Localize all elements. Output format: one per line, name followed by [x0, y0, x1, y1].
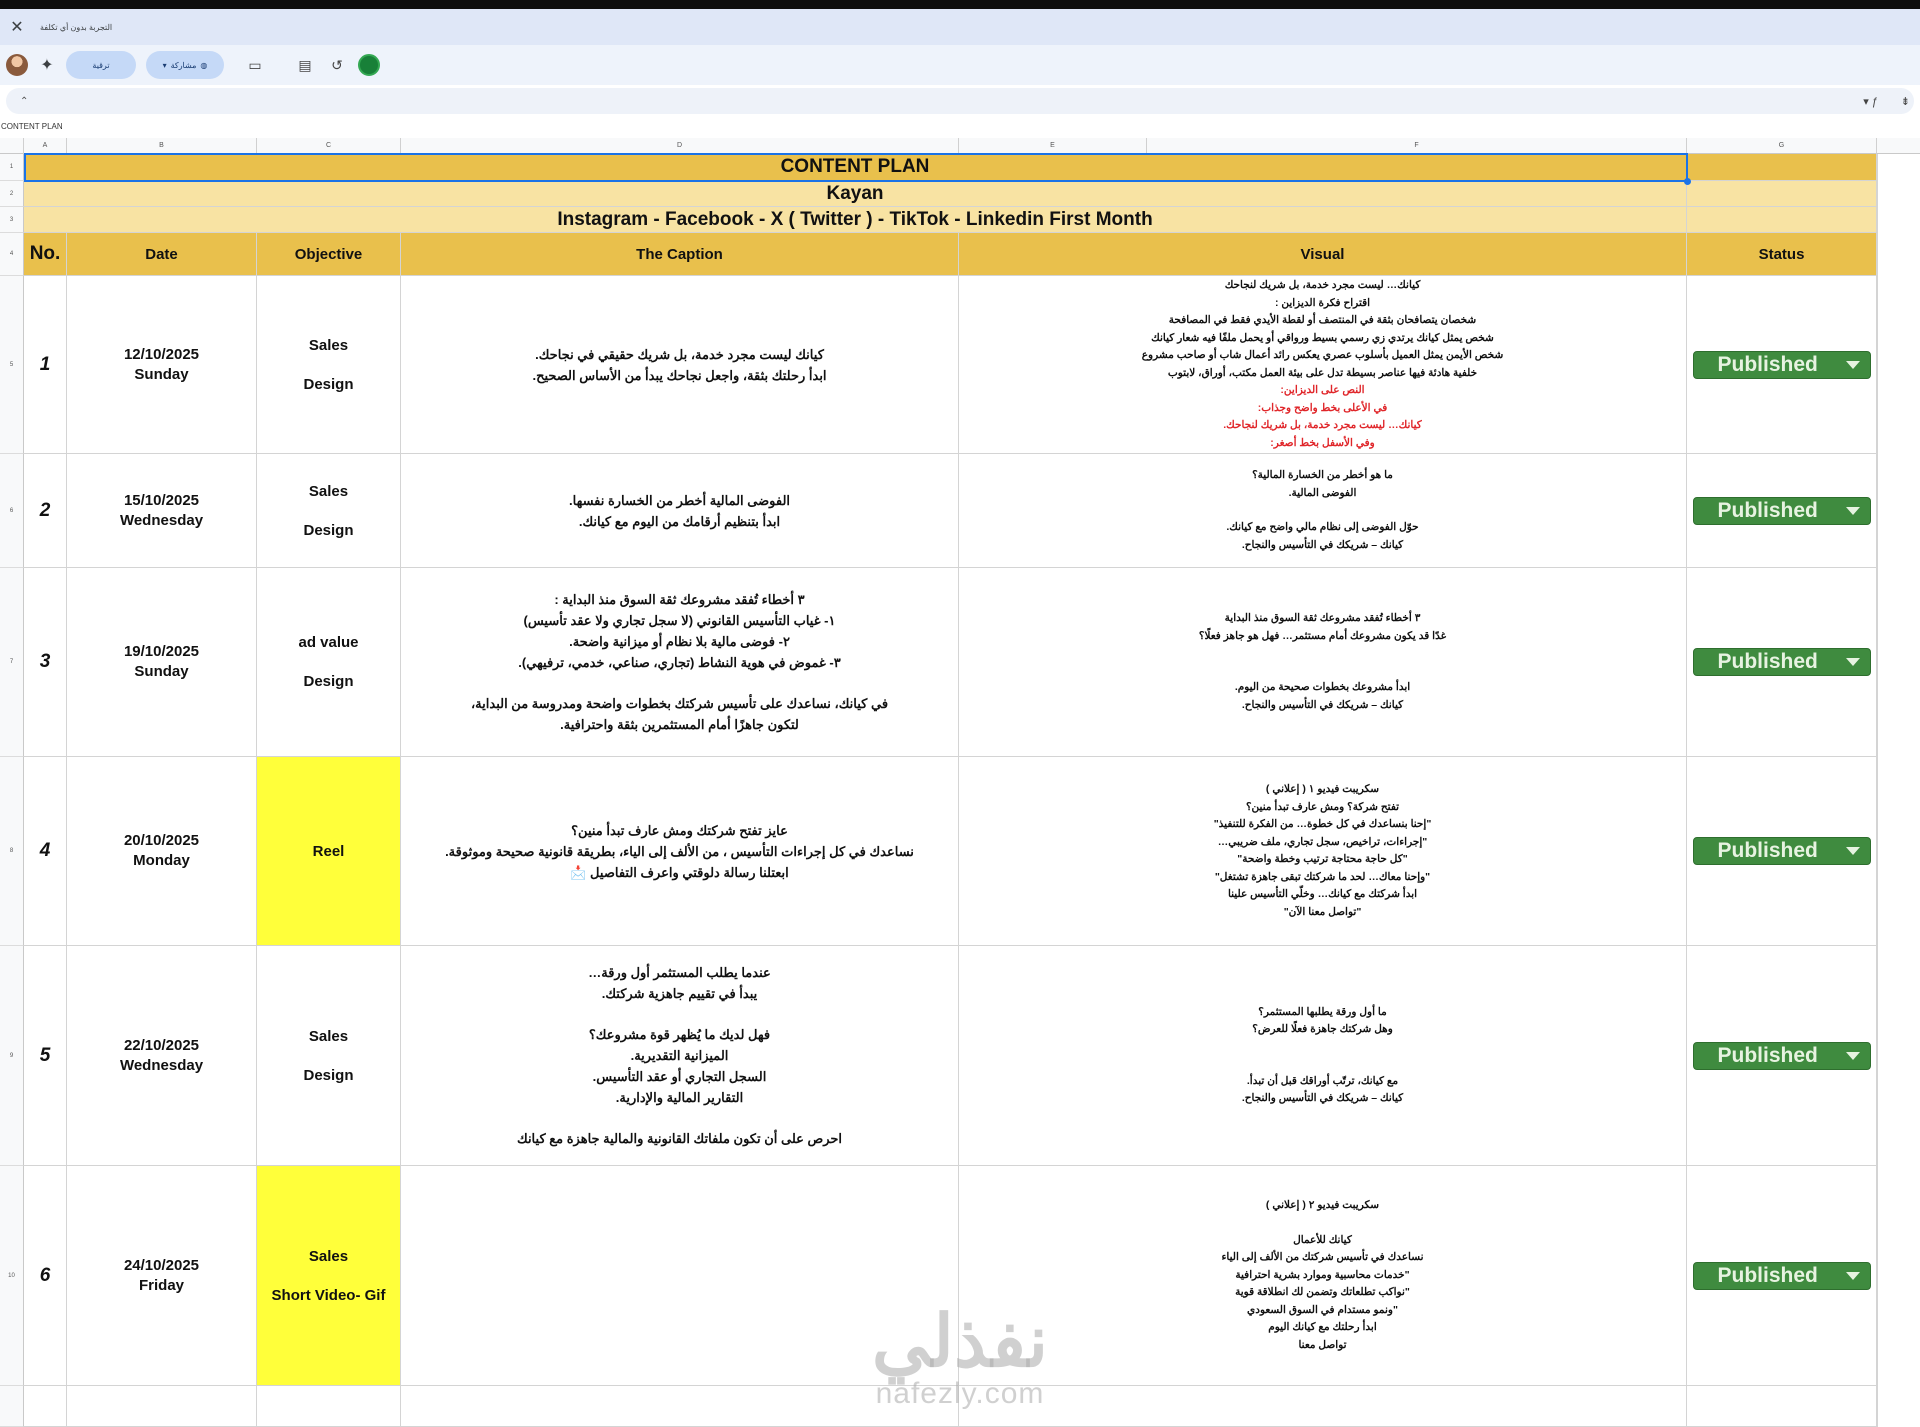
text-line: سكريبت فيديو ٢ ( إعلاني ) — [1265, 1199, 1380, 1211]
globe-icon: ◍ — [200, 60, 208, 70]
text-line: شخصان يتصافحان بثقة في المنتصف أو لقطة الأيدي فقط في المصافحة — [1168, 314, 1477, 326]
cell-no[interactable]: 3 — [24, 568, 67, 757]
chevron-down-icon[interactable] — [1846, 1052, 1860, 1060]
empty-cell[interactable] — [257, 1386, 401, 1427]
text-line: "نواكب تطلعاتك وتضمن لك انطلاقة قوية — [1235, 1286, 1410, 1298]
column-header[interactable]: E — [959, 138, 1147, 154]
fx-label: ƒ — [1871, 95, 1878, 108]
empty-cell[interactable] — [67, 1386, 257, 1427]
text-line: كيانك ليست مجرد خدمة، بل شريك حقيقي في نجاحك. — [535, 346, 824, 362]
row-header[interactable]: 8 — [0, 757, 24, 946]
text-line: السجل التجاري أو عقد التأسيس. — [592, 1069, 767, 1084]
text-line: يبدأ في تقييم جاهزية شركتك. — [601, 986, 758, 1001]
text-line: ابعتلنا رسالة دلوقتي واعرف التفاصيل 📩 — [570, 864, 789, 880]
client-extension-cell[interactable] — [1687, 181, 1877, 207]
date-value: 24/10/2025 — [123, 1256, 200, 1274]
text-line: تواصل معنا — [1298, 1338, 1347, 1351]
upgrade-label: ترقية — [92, 60, 110, 70]
row-header[interactable]: 10 — [0, 1166, 24, 1386]
header-objective[interactable]: Objective — [257, 233, 401, 276]
cell-visual[interactable] — [959, 568, 1687, 757]
toolbar — [0, 45, 1920, 85]
header-caption[interactable]: The Caption — [401, 233, 959, 276]
text-line: "وإحنا معاك… لحد ما شركتك تبقى جاهزة تشتغل" — [1214, 870, 1431, 883]
cell-visual[interactable] — [959, 757, 1687, 946]
row-header[interactable]: 9 — [0, 946, 24, 1166]
cell-date[interactable] — [67, 568, 257, 757]
date-value: 15/10/2025 — [123, 491, 200, 509]
text-line: مع كيانك، ترتّب أوراقك قبل أن تبدأ. — [1246, 1074, 1399, 1087]
visual-red-line: النص على الديزاين: — [1280, 384, 1365, 396]
cell-objective[interactable] — [257, 454, 401, 568]
cell-status[interactable] — [1687, 276, 1877, 454]
cell-caption[interactable] — [401, 276, 959, 454]
side-panel-icon[interactable]: ⇟ — [1900, 95, 1910, 108]
cell-visual[interactable] — [959, 454, 1687, 568]
cell-no[interactable]: 5 — [24, 946, 67, 1166]
date-value: 12/10/2025 — [123, 345, 200, 363]
platforms-extension-cell[interactable] — [1687, 207, 1877, 233]
visual-red-line: في الأعلى بخط واضح وجذاب: — [1257, 401, 1388, 414]
text-line: اقتراح فكرة الديزاين : — [1274, 296, 1371, 309]
cell-status[interactable] — [1687, 568, 1877, 757]
status-label: Published — [1717, 1263, 1818, 1287]
cell-visual[interactable] — [959, 1166, 1687, 1386]
text-line: كيانك – شريكك في التأسيس والنجاح. — [1241, 1092, 1404, 1104]
header-date[interactable]: Date — [67, 233, 257, 276]
name-box[interactable]: CONTENT PLAN — [1, 122, 63, 131]
text-line: في كيانك، نساعدك على تأسيس شركتك بخطوات واضحة ومدروسة من البداية، — [470, 696, 889, 711]
day-value: Wednesday — [119, 511, 204, 529]
text-line: الميزانية التقديرية. — [630, 1048, 729, 1063]
title-extension-cell[interactable] — [1687, 154, 1877, 181]
banner-text[interactable]: التجربة بدون أي تكلفة — [40, 22, 113, 32]
row-header[interactable]: 6 — [0, 454, 24, 568]
row-header[interactable]: 3 — [0, 207, 24, 233]
client-name[interactable]: Kayan — [24, 181, 1687, 207]
column-header-row — [0, 138, 1920, 154]
watermark-arabic: نفذلي — [871, 1302, 1049, 1382]
status-dropdown[interactable] — [1693, 837, 1871, 865]
text-line: ٣ أخطاء تُفقد مشروعك ثقة السوق منذ البداية — [1224, 612, 1421, 624]
text-line: "إحنا بنساعدك في كل خطوة… من الفكرة للتنفيذ" — [1213, 818, 1432, 830]
share-button[interactable] — [146, 51, 224, 79]
text-line: ابدأ مشروعك بخطوات صحيحة من اليوم. — [1234, 681, 1411, 693]
text-line: ابدأ رحلتك مع كيانك اليوم — [1268, 1321, 1377, 1333]
text-line: كيانك للأعمال — [1293, 1233, 1352, 1246]
status-dropdown[interactable] — [1693, 648, 1871, 676]
objective-tag: Reel — [312, 842, 345, 860]
text-line: وهل شركتك جاهزة فعلًا للعرض؟ — [1252, 1023, 1393, 1035]
chevron-down-icon[interactable] — [1846, 658, 1860, 666]
cell-visual[interactable] — [959, 946, 1687, 1166]
cell-date[interactable] — [67, 454, 257, 568]
meet-icon[interactable] — [358, 54, 380, 76]
date-value: 22/10/2025 — [123, 1036, 200, 1054]
text-line: عندما يطلب المستثمر أول ورقة… — [588, 965, 771, 980]
header-visual[interactable]: Visual — [959, 233, 1687, 276]
status-label: Published — [1717, 650, 1818, 673]
text-line: سكريبت فيديو ١ ( إعلاني ) — [1265, 783, 1380, 795]
text-line: ٣ أخطاء تُفقد مشروعك ثقة السوق منذ البداية : — [554, 592, 805, 607]
chevron-down-icon[interactable] — [1846, 847, 1860, 855]
date-value: 20/10/2025 — [123, 832, 200, 849]
cell-status[interactable] — [1687, 1166, 1877, 1386]
column-header[interactable]: C — [257, 138, 401, 154]
text-line: الفوضى المالية. — [1288, 486, 1357, 499]
comment-icon[interactable]: ▤ — [298, 56, 312, 73]
text-line: "كل حاجة محتاجة ترتيب وخطة واضحة" — [1237, 853, 1408, 865]
text-line: ابدأ بتنظيم أرقامك من اليوم مع كيانك. — [578, 513, 781, 529]
text-line: "ونمو مستدام في السوق السعودي — [1247, 1303, 1398, 1316]
text-line: الفوضى المالية أخطر من الخسارة نفسها. — [569, 492, 791, 508]
objective-tag: Sales — [308, 336, 349, 354]
cell-status[interactable] — [1687, 946, 1877, 1166]
avatar[interactable] — [6, 54, 28, 76]
empty-cell[interactable] — [959, 1386, 1687, 1427]
empty-cell[interactable] — [401, 1386, 959, 1427]
text-line: ١- غياب التأسيس القانوني (لا سجل تجاري ولا عقد تأسيس) — [523, 613, 836, 628]
objective-tag: ad value — [298, 634, 359, 651]
cell-status[interactable] — [1687, 757, 1877, 946]
watermark-latin: nafezly.com — [875, 1377, 1045, 1410]
status-dropdown[interactable] — [1693, 1042, 1871, 1070]
row-header[interactable]: 5 — [0, 276, 24, 454]
cell-date[interactable] — [67, 757, 257, 946]
sheet-title[interactable]: CONTENT PLAN — [24, 154, 1687, 181]
cell-objective[interactable] — [257, 946, 401, 1166]
day-value: Monday — [133, 852, 190, 869]
window-top-edge — [0, 0, 1920, 9]
column-header[interactable]: F — [1147, 138, 1687, 154]
camera-icon[interactable]: ▭ — [248, 56, 262, 73]
objective-tag: Design — [303, 375, 354, 393]
cell-no[interactable]: 4 — [24, 757, 67, 946]
chevron-down-icon[interactable] — [1846, 361, 1860, 369]
cell-date[interactable] — [67, 946, 257, 1166]
fill-handle[interactable] — [1684, 178, 1691, 185]
text-line: شخص يمثل كيانك يرتدي زي رسمي بسيط ورواقي أو يحمل ملفًا فيه شعار كيانك — [1151, 331, 1494, 344]
objective-tag: Design — [303, 673, 354, 690]
status-label: Published — [1717, 1043, 1818, 1067]
cell-date[interactable] — [67, 1166, 257, 1386]
text-line: ٢- فوضى مالية بلا نظام أو ميزانية واضحة. — [569, 634, 790, 649]
row-header[interactable] — [0, 1386, 24, 1427]
text-line: شخص الأيمن يمثل العميل بأسلوب عصري يعكس رائد أعمال شاب أو صاحب مشروع — [1141, 349, 1504, 361]
visual-red-line: كيانك… ليست مجرد خدمة، بل شريك لنجاحك. — [1223, 419, 1422, 431]
column-header[interactable]: G — [1687, 138, 1877, 154]
trial-banner — [0, 9, 1920, 45]
objective-tag: Sales — [308, 482, 349, 500]
text-line: "تواصل معنا الآن" — [1283, 905, 1362, 918]
cell-objective[interactable] — [257, 1166, 401, 1386]
day-value: Friday — [138, 1276, 184, 1294]
chevron-down-icon[interactable] — [1846, 1272, 1860, 1280]
history-icon[interactable]: ↺ — [331, 56, 343, 73]
text-line: تفتح شركة؟ ومش عارف تبدأ منين؟ — [1245, 800, 1400, 813]
cell-no[interactable]: 1 — [24, 276, 67, 454]
status-dropdown[interactable] — [1693, 351, 1871, 379]
cell-objective[interactable] — [257, 757, 401, 946]
cell-date[interactable] — [67, 276, 257, 454]
cell-objective[interactable] — [257, 568, 401, 757]
text-line: كيانك – شريكك في التأسيس والنجاح. — [1241, 698, 1404, 711]
column-header[interactable]: A — [24, 138, 67, 154]
text-line: خلفية هادئة فيها عناصر بسيطة تدل على بيئة العمل مكتب، أوراق، لابتوب — [1167, 366, 1478, 379]
cell-objective[interactable] — [257, 276, 401, 454]
text-line: احرص على أن تكون ملفاتك القانونية والمالية جاهزة مع كيانك — [516, 1131, 843, 1146]
select-all-corner[interactable] — [0, 138, 24, 154]
status-dropdown[interactable] — [1693, 1262, 1871, 1290]
objective-tag: Design — [303, 1066, 354, 1084]
day-value: Wednesday — [119, 1056, 204, 1074]
text-line: ما هو أخطر من الخسارة المالية؟ — [1252, 469, 1393, 481]
text-line: لتكون جاهزًا أمام المستثمرين بثقة واحترافية. — [560, 717, 799, 732]
text-line: "خدمات محاسبية وموارد بشرية احترافية — [1235, 1268, 1410, 1281]
close-icon[interactable]: ✕ — [10, 19, 24, 36]
day-value: Sunday — [134, 365, 189, 383]
objective-tag: Sales — [308, 1247, 349, 1265]
cell-no[interactable]: 2 — [24, 454, 67, 568]
header-status[interactable]: Status — [1687, 233, 1877, 276]
cell-caption[interactable] — [401, 568, 959, 757]
text-line: حوّل الفوضى إلى نظام مالي واضح مع كيانك. — [1226, 521, 1419, 533]
cell-caption[interactable] — [401, 757, 959, 946]
fx-dropdown-icon[interactable]: ▾ — [1863, 95, 1869, 108]
platforms-line[interactable]: Instagram - Facebook - X ( Twitter ) - TikTok - Linkedin First Month — [24, 207, 1687, 233]
text-line: "إجراءات، تراخيص، سجل تجاري، ملف ضريبي… — [1217, 835, 1428, 848]
status-dropdown[interactable] — [1693, 497, 1871, 525]
cell-caption[interactable] — [401, 1166, 959, 1386]
sheet-right-margin — [1877, 154, 1920, 1427]
sparkle-icon[interactable]: ✦ — [40, 57, 54, 74]
text-line: التقارير المالية والإدارية. — [615, 1090, 744, 1105]
objective-tag: Sales — [308, 1027, 349, 1045]
cell-status[interactable] — [1687, 454, 1877, 568]
text-line: عايز تفتح شركتك ومش عارف تبدأ منين؟ — [571, 822, 788, 838]
cell-caption[interactable] — [401, 454, 959, 568]
status-label: Published — [1717, 352, 1818, 376]
expand-icon[interactable]: ⌃ — [20, 95, 29, 107]
row-header[interactable]: 1 — [0, 154, 24, 181]
visual-red-line: وفي الأسفل بخط أصغر: — [1270, 436, 1375, 449]
text-line: ابدأ رحلتك بثقة، واجعل نجاحك يبدأ من الأساس الصحيح. — [532, 367, 827, 383]
chevron-down-icon[interactable] — [1846, 507, 1860, 515]
share-label: مشاركة — [170, 60, 197, 70]
empty-cell[interactable] — [24, 1386, 67, 1427]
text-line: نساعدك في كل إجراءات التأسيس ، من الألف إلى الياء، بطريقة قانونية صحيحة وموثوقة. — [445, 843, 914, 859]
empty-cell[interactable] — [1687, 1386, 1877, 1427]
column-header[interactable]: B — [67, 138, 257, 154]
upgrade-button[interactable] — [66, 51, 136, 79]
cell-no[interactable]: 6 — [24, 1166, 67, 1386]
text-line: ما أول ورقة يطلبها المستثمر؟ — [1258, 1005, 1387, 1018]
text-line: ٣- غموض في هوية النشاط (تجاري، صناعي، خدمي، ترفيهي). — [518, 655, 841, 670]
row-header[interactable]: 2 — [0, 181, 24, 207]
text-line: فهل لديك ما يُظهر قوة مشروعك؟ — [588, 1027, 771, 1042]
cell-caption[interactable] — [401, 946, 959, 1166]
objective-tag: Design — [303, 521, 354, 539]
row-header[interactable]: 7 — [0, 568, 24, 757]
status-label: Published — [1717, 498, 1818, 522]
text-line: ابدأ شركتك مع كيانك… وخلّي التأسيس علينا — [1227, 888, 1418, 900]
date-value: 19/10/2025 — [123, 643, 200, 660]
text-line: كيانك – شريكك في التأسيس والنجاح. — [1241, 538, 1404, 551]
objective-tag: Short Video- Gif — [271, 1286, 386, 1304]
text-line: كيانك… ليست مجرد خدمة، بل شريك لنجاحك — [1224, 279, 1421, 291]
status-label: Published — [1717, 839, 1818, 862]
text-line: نساعدك في تأسيس شركتك من الألف إلى الياء — [1221, 1251, 1424, 1263]
day-value: Sunday — [134, 663, 189, 680]
formula-bar[interactable] — [6, 88, 1914, 114]
header-no[interactable]: No. — [24, 233, 67, 276]
fx-icon — [1863, 95, 1878, 108]
text-line: غدًا قد يكون مشروعك أمام مستثمر… فهل هو جاهز فعلًا؟ — [1198, 629, 1447, 642]
cell-visual[interactable] — [959, 276, 1687, 454]
column-header[interactable]: D — [401, 138, 959, 154]
row-header[interactable]: 4 — [0, 233, 24, 276]
share-dropdown-icon[interactable]: ▾ — [162, 60, 167, 70]
